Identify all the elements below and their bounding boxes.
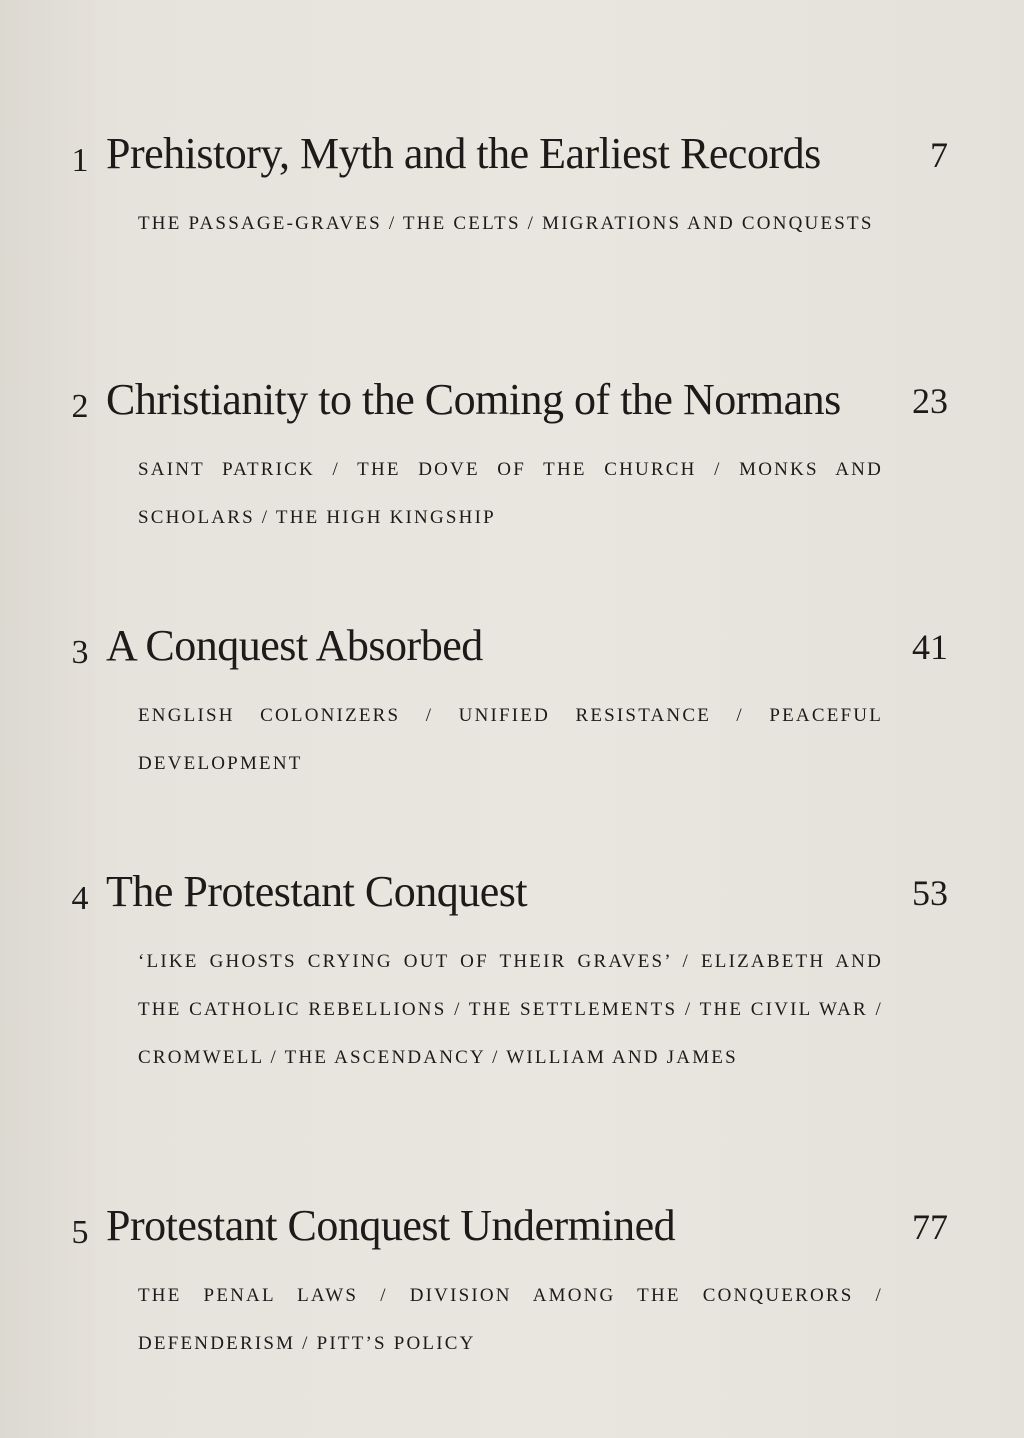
chapter-number: 1 (71, 142, 89, 179)
chapter-subjects: SAINT PATRICK / THE DOVE OF THE CHURCH / MONKS AND SCHOLARS / THE HIGH KINGSHIP (138, 459, 883, 528)
chapter-number: 5 (71, 1214, 89, 1251)
chapter-page-number: 77 (912, 1207, 948, 1247)
chapter-page-number: 53 (912, 873, 948, 913)
chapter-page-number: 23 (912, 381, 948, 421)
chapter-title: Christianity to the Coming of the Normans (106, 375, 841, 424)
chapter-title: Prehistory, Myth and the Earliest Records (106, 129, 821, 178)
chapter-subjects: THE PENAL LAWS / DIVISION AMONG THE CONQUERORS / DEFENDERISM / PITT’S POLICY (138, 1285, 883, 1354)
chapter-number: 2 (71, 388, 89, 425)
chapter-subjects: ENGLISH COLONIZERS / UNIFIED RESISTANCE / PEACEFUL DEVELOPMENT (138, 705, 883, 774)
chapter-title: Protestant Conquest Undermined (106, 1201, 676, 1250)
chapter-subjects: ‘LIKE GHOSTS CRYING OUT OF THEIR GRAVES’ / ELIZABETH AND THE CATHOLIC REBELLIONS / THE SETTLEMENTS / THE CIVIL WAR / CROMWELL / THE ASCENDANCY / WILLIAM AND JAMES (138, 951, 883, 1068)
chapter-page-number: 41 (912, 627, 948, 667)
chapter-subjects: THE PASSAGE-GRAVES / THE CELTS / MIGRATIONS AND CONQUESTS (138, 213, 874, 234)
chapter-number: 3 (71, 634, 89, 671)
chapter-title: The Protestant Conquest (106, 867, 528, 916)
chapter-title: A Conquest Absorbed (106, 621, 483, 670)
chapter-page-number: 7 (930, 135, 948, 175)
chapter-number: 4 (71, 880, 89, 917)
